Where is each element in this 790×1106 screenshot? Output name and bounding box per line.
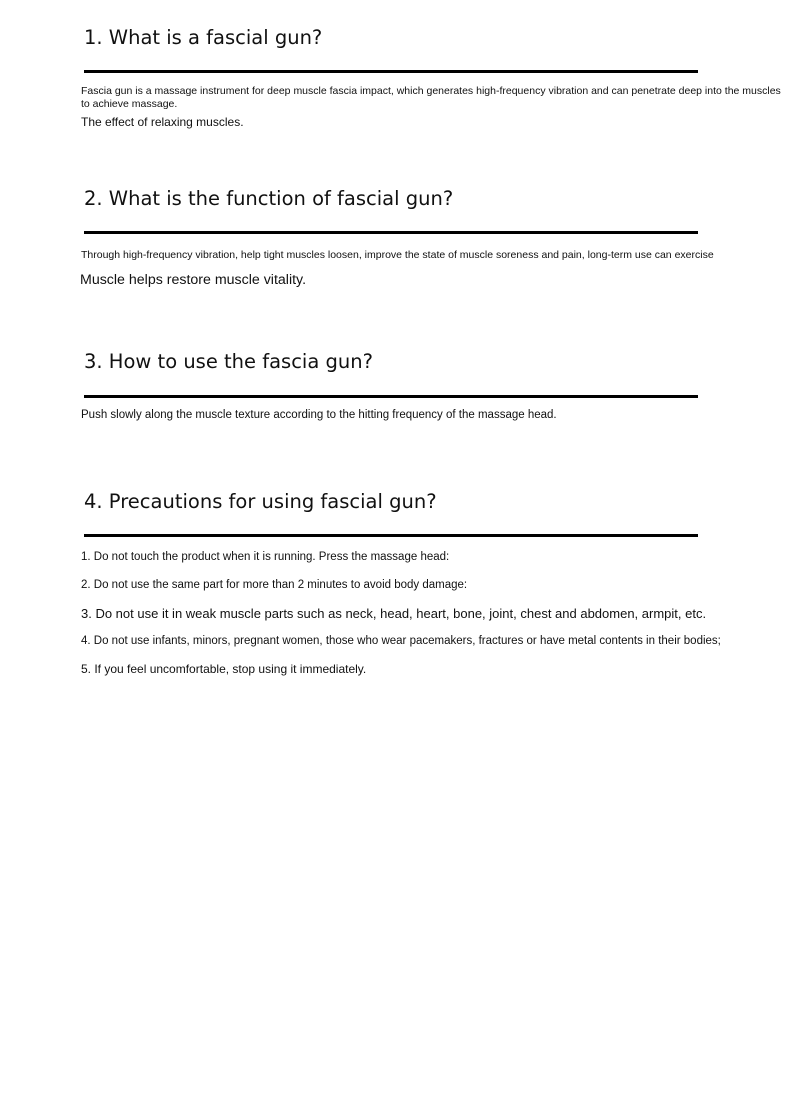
section-4-divider xyxy=(84,534,698,537)
section-1-heading: 1. What is a fascial gun? xyxy=(84,26,323,49)
section-1-paragraph-2: The effect of relaxing muscles. xyxy=(81,115,244,129)
precaution-item: 4. Do not use infants, minors, pregnant women, those who wear pacemakers, fractures or have metal contents in their bodies; xyxy=(81,635,721,647)
precaution-item: 1. Do not touch the product when it is running. Press the massage head: xyxy=(81,551,450,563)
section-2-divider xyxy=(84,231,698,234)
precaution-item: 5. If you feel uncomfortable, stop using it immediately. xyxy=(81,662,367,676)
section-3-heading: 3. How to use the fascia gun? xyxy=(84,350,373,373)
section-2-paragraph-1: Through high-frequency vibration, help tight muscles loosen, improve the state of muscle soreness and pain, long-term use can exercise xyxy=(81,249,714,261)
precaution-item: 3. Do not use it in weak muscle parts such as neck, head, heart, bone, joint, chest and abdomen, armpit, etc. xyxy=(81,606,707,621)
section-2-paragraph-2: Muscle helps restore muscle vitality. xyxy=(80,272,307,288)
section-4-heading: 4. Precautions for using fascial gun? xyxy=(84,490,437,513)
precaution-item: 2. Do not use the same part for more than 2 minutes to avoid body damage: xyxy=(81,579,468,591)
section-1-paragraph-1: Fascia gun is a massage instrument for deep muscle fascia impact, which generates high-frequency vibration and can penetrate deep into the muscles to achieve massage. xyxy=(81,85,781,110)
section-3-paragraph-1: Push slowly along the muscle texture according to the hitting frequency of the massage head. xyxy=(81,409,557,421)
section-2-heading: 2. What is the function of fascial gun? xyxy=(84,187,454,210)
section-3-divider xyxy=(84,395,698,398)
section-1-divider xyxy=(84,70,698,73)
